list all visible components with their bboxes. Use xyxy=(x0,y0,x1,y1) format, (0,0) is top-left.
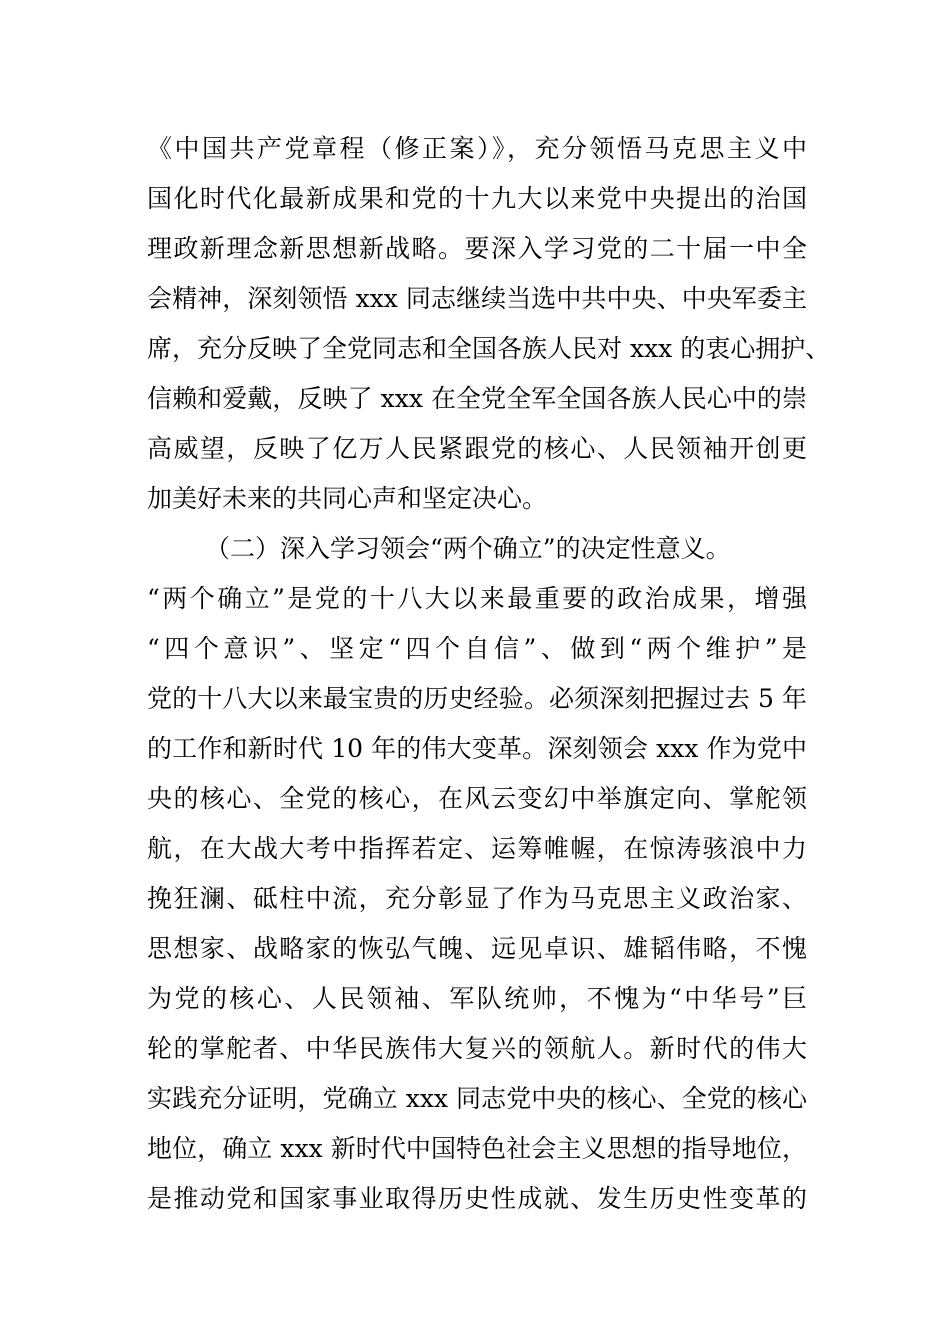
text-line: 加美好未来的共同心声和坚定决心。 xyxy=(147,484,548,513)
text-line: 航，在大战大考中指挥若定、运筹帷幄，在惊涛骇浪中力 xyxy=(147,834,807,863)
section-heading: （二）深入学习领会“两个确立”的决定性意义。 xyxy=(205,534,731,563)
text-line: 席，充分反映了全党同志和全国各族人民对 xxx 的衷心拥护、 xyxy=(147,334,831,363)
text-line: 挽狂澜、砥柱中流，充分彰显了作为马克思主义政治家、 xyxy=(147,884,807,913)
text-line: 轮的掌舵者、中华民族伟大复兴的领航人。新时代的伟大 xyxy=(147,1034,807,1063)
text-line: 国化时代化最新成果和党的十九大以来党中央提出的治国 xyxy=(147,184,807,213)
text-line: 党的十八大以来最宝贵的历史经验。必须深刻把握过去 5 年 xyxy=(147,684,807,713)
text-line: 是推动党和国家事业取得历史性成就、发生历史性变革的 xyxy=(147,1184,807,1213)
text-line: 地位，确立 xxx 新时代中国特色社会主义思想的指导地位， xyxy=(147,1134,807,1163)
text-line: 为党的核心、人民领袖、军队统帅，不愧为“中华号”巨 xyxy=(147,984,807,1013)
text-line: 实践充分证明，党确立 xxx 同志党中央的核心、全党的核心 xyxy=(147,1084,807,1113)
text-line: 央的核心、全党的核心，在风云变幻中举旗定向、掌舵领 xyxy=(147,784,807,813)
text-line: 信赖和爱戴，反映了 xxx 在全党全军全国各族人民心中的崇 xyxy=(147,384,807,413)
text-line: “两个确立”是党的十八大以来最重要的政治成果，增强 xyxy=(147,584,807,613)
body-text xyxy=(147,124,831,1224)
text-line: 《中国共产党章程（修正案）》，充分领悟马克思主义中 xyxy=(147,134,807,163)
text-line: 会精神，深刻领悟 xxx 同志继续当选中共中央、中央军委主 xyxy=(147,284,807,313)
text-line: “四个意识”、坚定“四个自信”、做到“两个维护”是 xyxy=(147,634,807,663)
text-line: 高威望，反映了亿万人民紧跟党的核心、人民领袖开创更 xyxy=(147,434,807,463)
text-line: 的工作和新时代 10 年的伟大变革。深刻领会 xxx 作为党中 xyxy=(147,734,807,763)
text-line: 理政新理念新思想新战略。要深入学习党的二十届一中全 xyxy=(147,234,807,263)
text-line: 思想家、战略家的恢弘气魄、远见卓识、雄韬伟略，不愧 xyxy=(147,934,807,963)
